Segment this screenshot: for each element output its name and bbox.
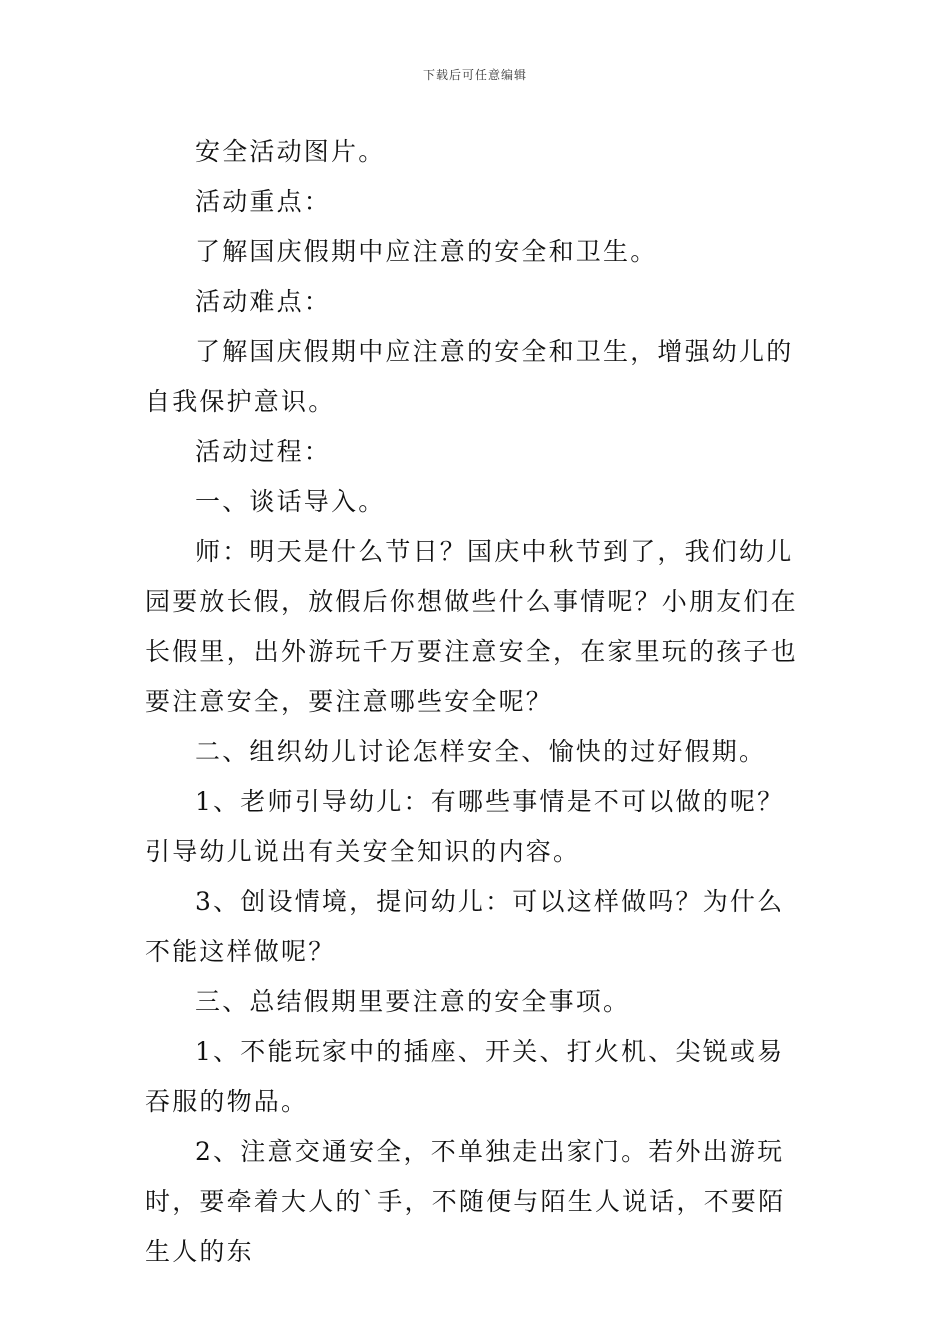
paragraph: 1、不能玩家中的插座、开关、打火机、尖锐或易吞服的物品。 — [145, 1037, 785, 1116]
document-body — [145, 127, 807, 1277]
paragraph: 了解国庆假期中应注意的安全和卫生，增强幼儿的自我保护意识。 — [145, 337, 794, 416]
paragraph: 3、创设情境，提问幼儿：可以这样做吗？为什么不能这样做呢？ — [145, 887, 785, 966]
page-header: 下载后可任意编辑 — [422, 68, 527, 82]
paragraph: 2、注意交通安全，不单独走出家门。若外出游玩时，要牵着大人的`手，不随便与陌生人说话，不要陌生人的东 — [145, 1137, 786, 1266]
section-heading: 活动过程： — [195, 437, 332, 466]
section-heading: 活动重点： — [195, 187, 332, 216]
paragraph: 师：明天是什么节日？国庆中秋节到了，我们幼儿园要放长假，放假后你想做些什么事情呢？小朋友们在长假里，出外游玩千万要注意安全，在家里玩的孩子也要注意安全，要注意哪些安全呢？ — [145, 537, 798, 716]
paragraph: 三、总结假期里要注意的安全事项。 — [195, 987, 631, 1016]
paragraph: 一、谈话导入。 — [195, 487, 386, 516]
paragraph: 安全活动图片。 — [195, 137, 386, 166]
paragraph: 了解国庆假期中应注意的安全和卫生。 — [195, 237, 658, 266]
paragraph: 二、组织幼儿讨论怎样安全、愉快的过好假期。 — [195, 737, 767, 766]
section-heading: 活动难点： — [195, 287, 332, 316]
paragraph: 1、老师引导幼儿：有哪些事情是不可以做的呢？引导幼儿说出有关安全知识的内容。 — [145, 787, 785, 866]
